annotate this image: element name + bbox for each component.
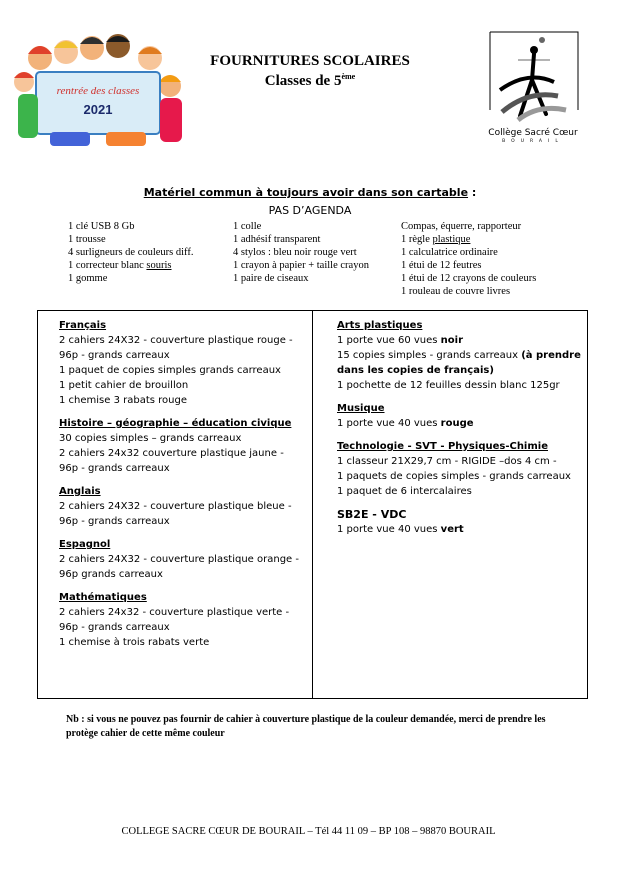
section-title: Anglais [59,486,101,497]
list-item-text: 1 correcteur blanc [68,260,147,271]
list-item-underlined: souris [146,260,172,271]
common-col-1 [68,220,194,285]
section-musique [337,401,582,431]
logo-rentree-text: rentrée des classes [56,85,140,97]
list-item: 1 rouleau de couvre livres [401,286,511,297]
list-item: 1 paquets de copies simples - grands carreaux [337,471,571,482]
list-item: 1 paquet de 6 intercalaires [337,486,472,497]
list-item [68,259,194,272]
list-item: 1 classeur 21X29,7 cm - RIGIDE –dos 4 cm - [337,456,557,467]
list-item [337,416,582,431]
list-item: Compas, équerre, rapporteur [401,221,522,232]
list-item: 96p - grands carreaux [59,516,170,527]
section-title: Arts plastiques [337,320,423,331]
list-item: 1 crayon à papier + taille crayon [233,260,369,271]
list-item: 2 cahiers 24X32 - couverture plastique orange - [59,554,299,565]
section-title: Histoire – géographie – éducation civique [59,418,292,429]
list-item: 96p grands carreaux [59,569,163,580]
list-item: 1 chemise 3 rabats rouge [59,395,188,406]
common-col-2 [233,220,369,285]
list-item: 1 trousse [68,234,106,245]
footer: COLLEGE SACRE CŒUR DE BOURAIL – Tél 44 11 09 – BP 108 – 98870 BOURAIL [121,826,496,837]
list-item: 2 cahiers 24X32 - couverture plastique rouge - [59,335,293,346]
list-item [337,522,582,537]
subtitle-text: Classes de 5 [264,73,342,89]
subjects-divider [312,310,313,699]
section-title: Français [59,320,107,331]
list-item: 1 paquet de copies simples grands carreaux [59,365,281,376]
item-color: rouge [440,418,474,429]
list-item: 1 colle [233,221,262,232]
list-item: 96p - grands carreaux [59,463,170,474]
item-note: (à prendre [521,350,581,361]
list-item: 1 gomme [68,273,108,284]
list-item: 1 adhésif transparent [233,234,321,245]
subtitle-superscript: ème [341,72,356,81]
section-title: SB2E - VDC [337,508,407,521]
item-text: 1 porte vue 40 vues [337,418,441,429]
section-title: Musique [337,403,385,414]
list-item: 2 cahiers 24X32 - couverture plastique bleue - [59,501,292,512]
section-francais [59,318,309,408]
list-item: 1 étui de 12 feutres [401,260,482,271]
no-agenda-notice: PAS D’AGENDA [268,204,352,217]
page-title: FOURNITURES SCOLAIRES [210,53,410,69]
list-item [337,348,582,363]
list-item [401,233,536,246]
section-espagnol [59,537,309,582]
list-item: 1 calculatrice ordinaire [401,247,498,258]
list-item-text: 1 règle [401,234,433,245]
list-item: 96p - grands carreaux [59,622,170,633]
note: Nb : si vous ne pouvez pas fournir de cahier à couverture plastique de la couleur demandée, merci de prendre les protège cahier de cette même couleur [66,714,546,739]
list-item: 96p - grands carreaux [59,350,170,361]
list-item: 2 cahiers 24x32 couverture plastique jaune - [59,448,284,459]
section-anglais [59,484,309,529]
list-item: 30 copies simples – grands carreaux [59,433,242,444]
list-item: 1 paire de ciseaux [233,273,309,284]
college-city: BOURAIL [502,139,564,144]
college-logo [488,30,580,142]
section-maths [59,590,309,650]
common-heading-suffix: : [468,186,477,199]
section-histoire [59,416,309,476]
logo-year-text: 2021 [83,102,113,117]
item-color: vert [440,524,464,535]
item-color: noir [440,335,464,346]
section-sb2e [337,507,582,537]
section-title: Espagnol [59,539,111,550]
item-text: 15 copies simples - grands carreaux [337,350,522,361]
common-col-3 [401,220,536,298]
list-item: 1 étui de 12 crayons de couleurs [401,273,537,284]
list-item: 4 stylos : bleu noir rouge vert [233,247,357,258]
list-item: 2 cahiers 24x32 - couverture plastique verte - [59,607,290,618]
list-item: dans les copies de français) [337,365,494,376]
list-item: 4 surligneurs de couleurs diff. [68,247,194,258]
common-heading-text: Matériel commun à toujours avoir dans son cartable [143,186,469,199]
rentree-logo [10,32,188,150]
list-item [337,333,582,348]
common-heading [100,186,520,199]
list-item: 1 pochette de 12 feuilles dessin blanc 125gr [337,380,560,391]
list-item-underlined: plastique [432,234,471,245]
list-item: 1 clé USB 8 Gb [68,221,135,232]
section-title: Technologie - SVT - Physiques-Chimie [337,441,548,452]
subjects-left [59,318,309,658]
section-arts [337,318,582,393]
item-text: 1 porte vue 40 vues [337,524,441,535]
subjects-right [337,318,582,545]
list-item: 1 chemise à trois rabats verte [59,637,210,648]
section-title: Mathématiques [59,592,147,603]
section-techno [337,439,582,499]
college-name: Collège Sacré Cœur [488,128,578,138]
page-subtitle [190,72,430,90]
list-item: 1 petit cahier de brouillon [59,380,189,391]
item-text: 1 porte vue 60 vues [337,335,441,346]
